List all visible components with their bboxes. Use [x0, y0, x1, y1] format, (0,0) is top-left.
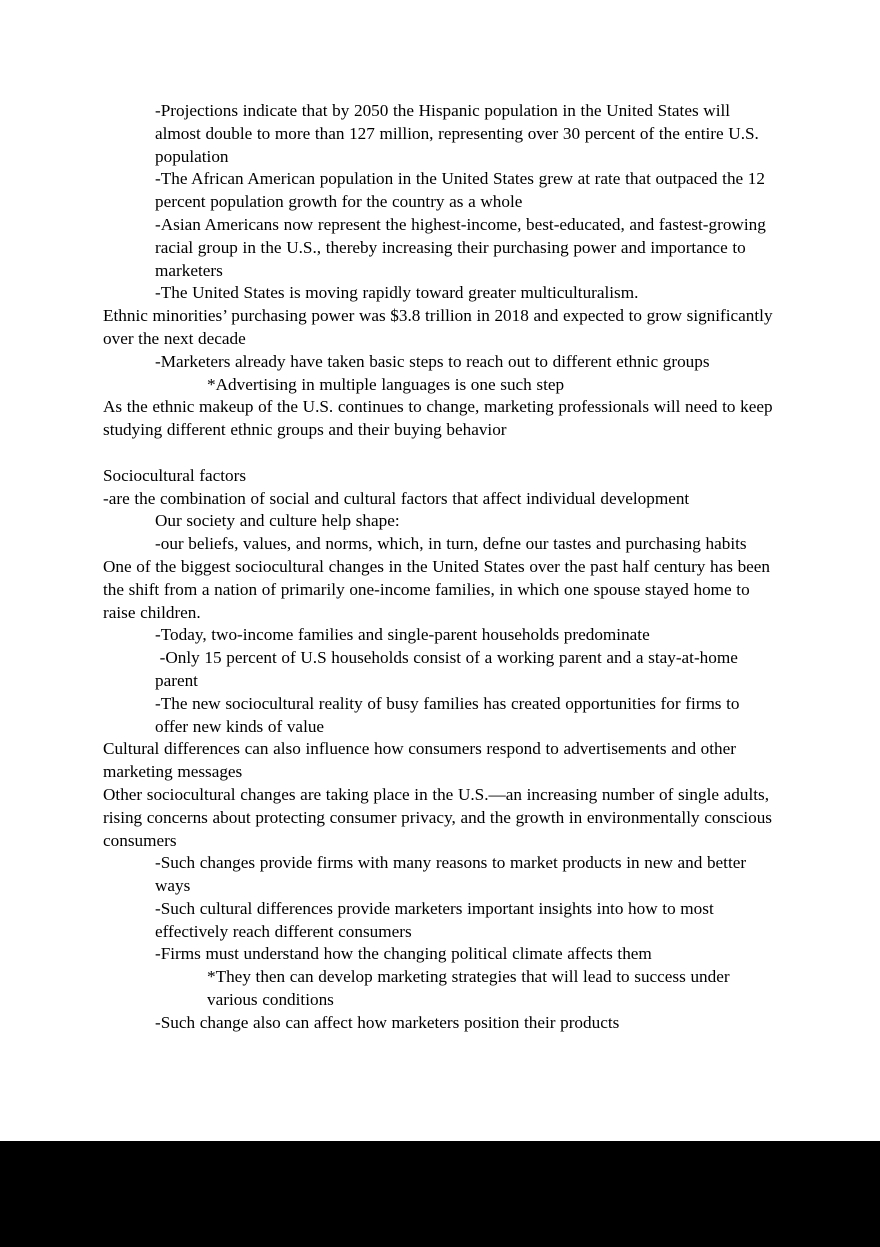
document-paragraph: -Such cultural differences provide marketers important insights into how to most effectively reach different consumers: [155, 898, 719, 941]
document-paragraph: -Today, two-income families and single-parent households predominate: [155, 625, 650, 645]
document-paragraph: One of the biggest sociocultural changes in the United States over the past half century has been the shift from a nation of primarily one-income families, in which one spouse stayed home to raise children.: [103, 556, 775, 622]
document-paragraph: -are the combination of social and cultural factors that affect individual development: [103, 488, 690, 508]
document-paragraph: -The new sociocultural reality of busy families has created opportunities for firms to offer new kinds of value: [155, 693, 745, 736]
document-paragraph: -Asian Americans now represent the highest-income, best-educated, and fastest-growing racial group in the U.S., thereby increasing their purchasing power and importance to marketers: [155, 214, 771, 280]
document-paragraph: Cultural differences can also influence how consumers respond to advertisements and other marketing messages: [103, 739, 741, 782]
document-paragraph: -Such change also can affect how marketers position their products: [155, 1012, 620, 1032]
document-paragraph: -our beliefs, values, and norms, which, in turn, defne our tastes and purchasing habits: [155, 534, 747, 554]
page-bottom-background: [0, 1141, 880, 1247]
document-text-content: [103, 100, 778, 1035]
document-paragraph: -The United States is moving rapidly toward greater multiculturalism.: [155, 283, 639, 303]
document-paragraph: -Such changes provide firms with many reasons to market products in new and better ways: [155, 853, 751, 896]
document-paragraph: Ethnic minorities’ purchasing power was $3.8 trillion in 2018 and expected to grow significantly over the next decade: [103, 306, 778, 348]
document-paragraph: Our society and culture help shape:: [155, 511, 400, 531]
document-paragraph: -Only 15 percent of U.S households consist of a working parent and a stay-at-home parent: [155, 648, 743, 690]
document-paragraph: *Advertising in multiple languages is one such step: [207, 374, 565, 394]
document-paragraph: As the ethnic makeup of the U.S. continues to change, marketing professionals will need to keep studying different ethnic groups and their buying behavior: [103, 397, 778, 440]
document-paragraph: *They then can develop marketing strategies that will lead to success under various conditions: [207, 967, 735, 1010]
document-paragraph: Sociocultural factors: [103, 465, 247, 485]
document-paragraph: -The African American population in the United States grew at rate that outpaced the 12 percent population growth for the country as a whole: [155, 169, 770, 212]
document-paragraph: -Projections indicate that by 2050 the Hispanic population in the United States will almost double to more than 127 million, representing over 30 percent of the entire U.S. population: [155, 101, 764, 166]
document-paragraph: -Firms must understand how the changing political climate affects them: [155, 944, 652, 964]
document-paragraph: Other sociocultural changes are taking place in the U.S.—an increasing number of single adults, rising concerns about protecting consumer privacy, and the growth in environmentally conscious consumers: [103, 784, 777, 850]
document-paragraph: [103, 442, 775, 465]
document-paragraph: -Marketers already have taken basic steps to reach out to different ethnic groups: [155, 351, 710, 371]
